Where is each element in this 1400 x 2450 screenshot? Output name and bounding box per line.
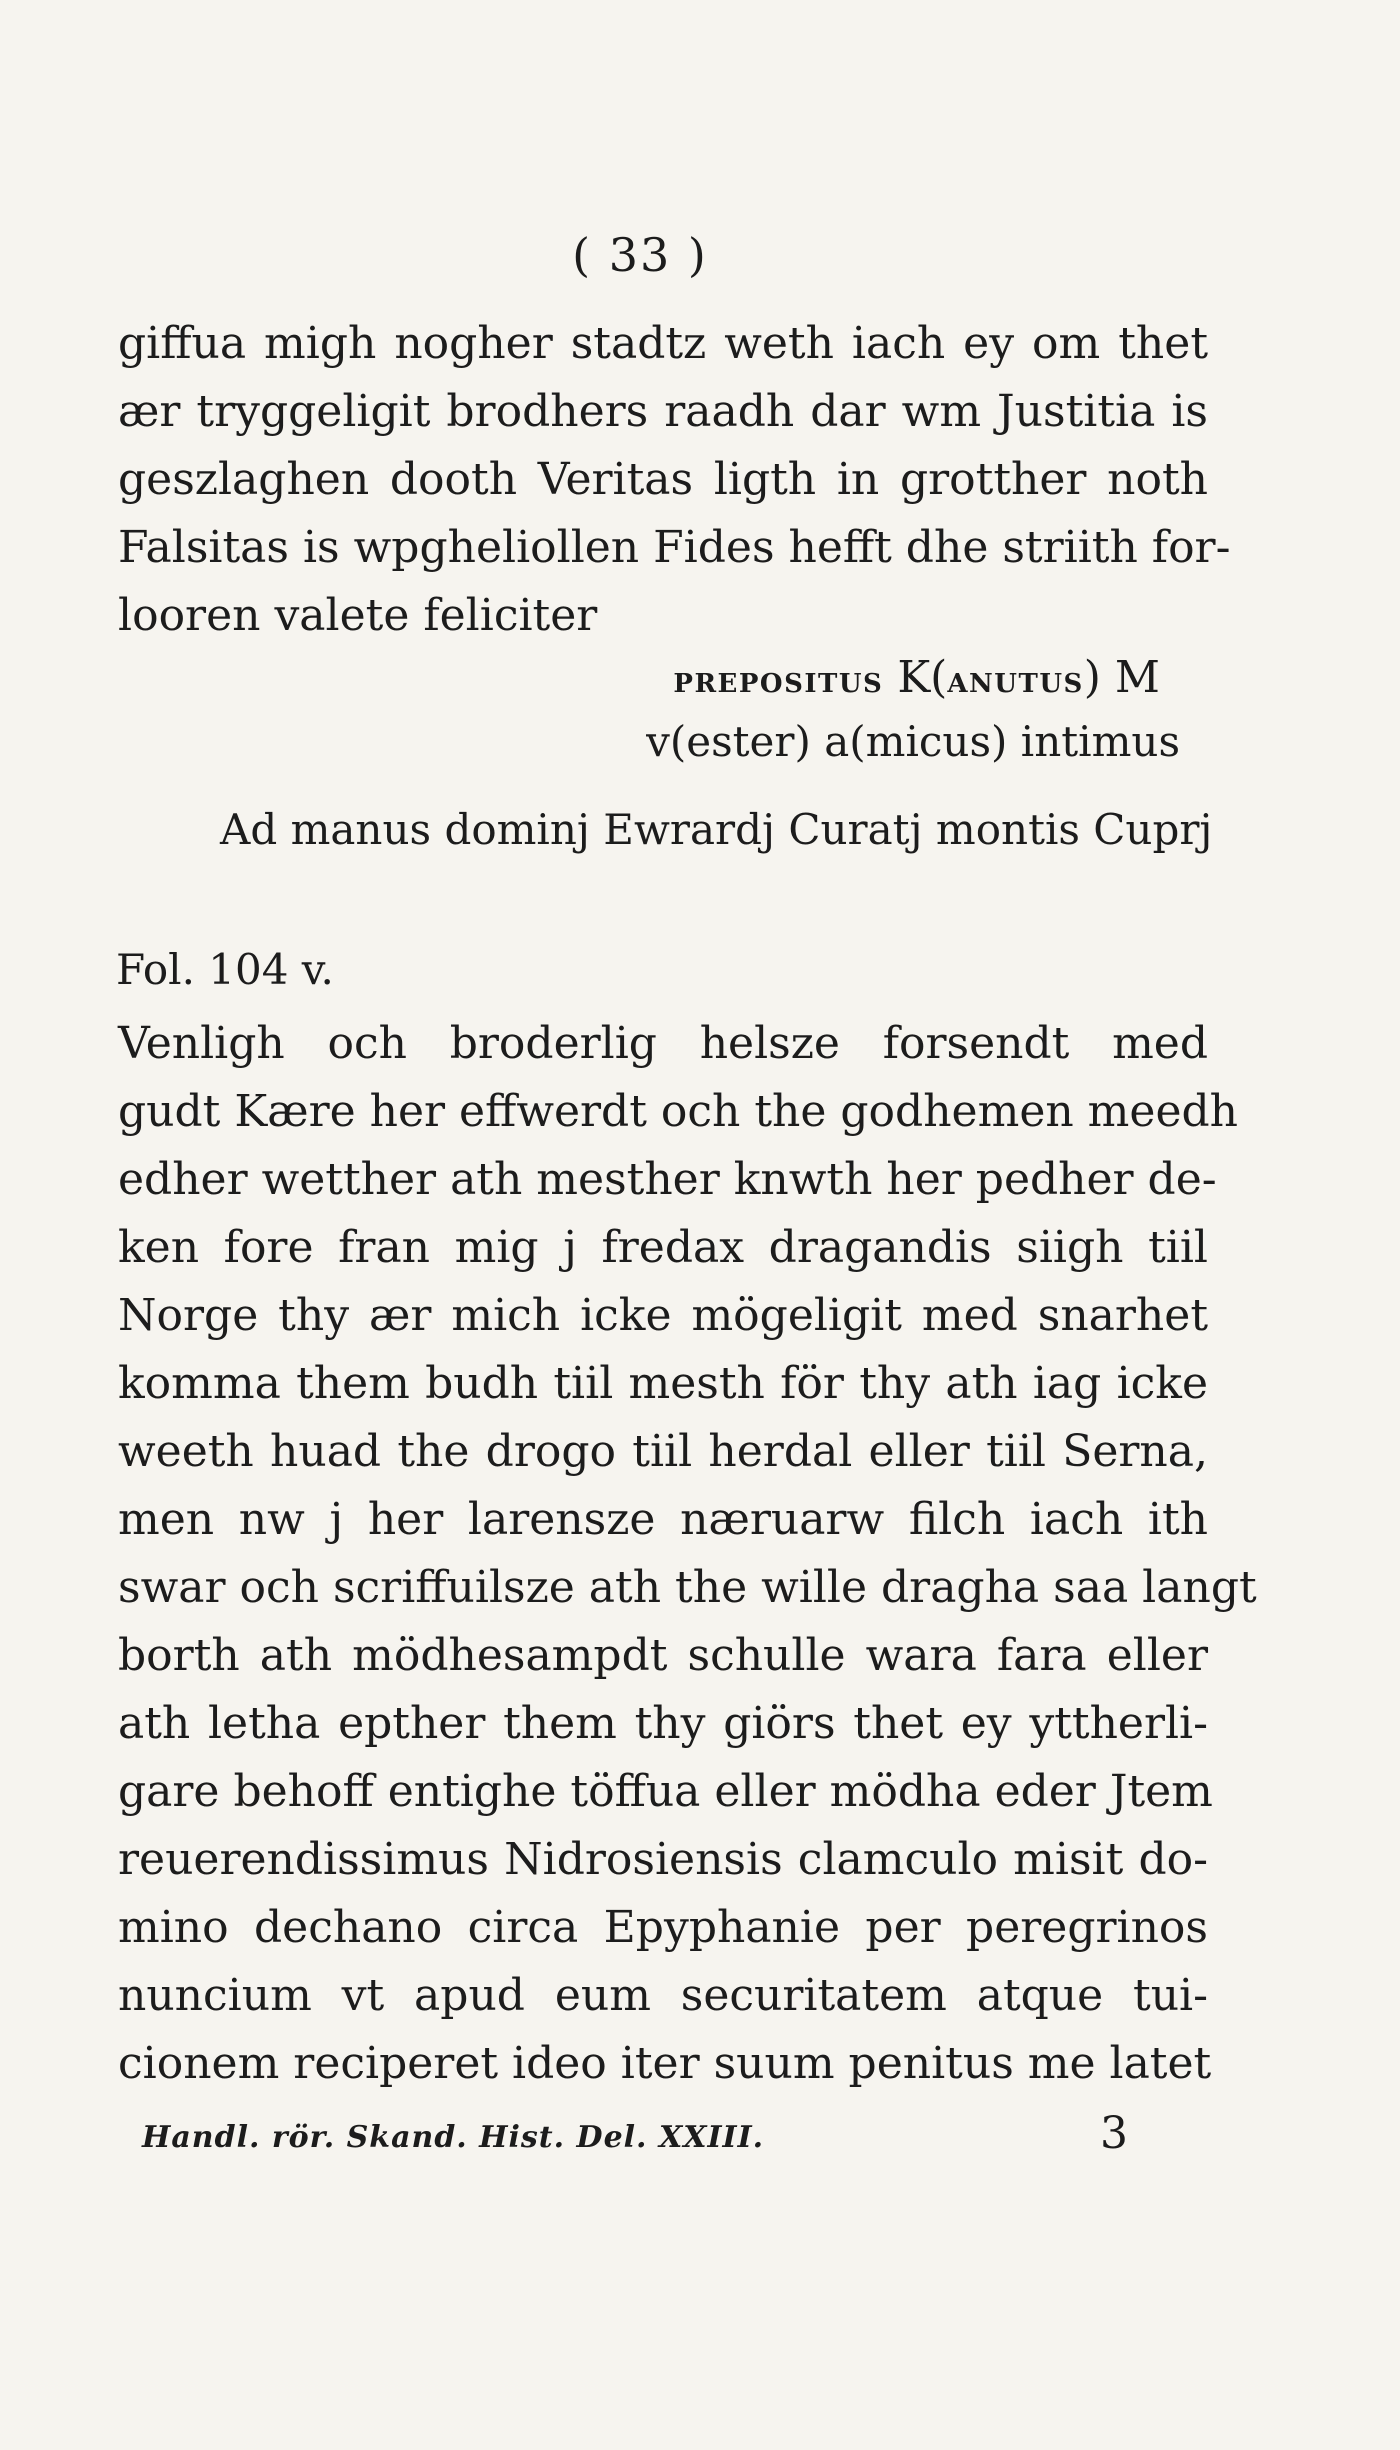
folio-reference: Fol. 104 v. — [116, 945, 334, 994]
signature-name-start: K( — [897, 652, 948, 703]
signature-line-2: v(ester) a(micus) intimus — [646, 717, 1180, 766]
text-line: reuerendissimus Nidrosiensis clamculo misit do- — [118, 1834, 1208, 1885]
footer-signature-mark: 3 — [1100, 2108, 1128, 2159]
letter-1-body — [118, 310, 1231, 650]
footer-publication: Handl. rör. Skand. Hist. Del. XXIII. — [142, 2120, 765, 2155]
text-line: cionem reciperet ideo iter suum penitus me latet — [118, 2038, 1212, 2089]
text-line: swar och scriffuilsze ath the wille dragha saa langt — [118, 1562, 1257, 1613]
signature-line-1 — [640, 648, 1160, 714]
text-line: nuncium vt apud eum securitatem atque tui- — [118, 1970, 1208, 2021]
text-line: borth ath mödhesampdt schulle wara fara eller — [118, 1630, 1208, 1681]
text-line: geszlaghen dooth Veritas ligth in grotther noth — [118, 454, 1208, 505]
page-number: ( 33 ) — [572, 228, 708, 282]
text-line: men nw j her larensze næruarw filch iach ith — [118, 1494, 1208, 1545]
signature-title: PREPOSITUS — [673, 669, 884, 699]
signature-name-end: ) M — [1083, 652, 1160, 703]
letter-address: Ad manus dominj Ewrardj Curatj montis Cuprj — [220, 805, 1213, 854]
text-line: gudt Kære her effwerdt och the godhemen meedh — [118, 1086, 1238, 1137]
text-line: Norge thy ær mich icke mögeligit med snarhet — [118, 1290, 1208, 1341]
text-line: giffua migh nogher stadtz weth iach ey om thet — [118, 318, 1208, 369]
text-line: weeth huad the drogo tiil herdal eller tiil Serna, — [118, 1426, 1208, 1477]
text-line: edher wetther ath mesther knwth her pedher de- — [118, 1154, 1217, 1205]
text-line: Falsitas is wpgheliollen Fides hefft dhe striith for- — [118, 522, 1231, 573]
text-line: looren valete feliciter — [118, 590, 598, 641]
text-line: ær tryggeligit brodhers raadh dar wm Justitia is — [118, 386, 1208, 437]
text-line: ath letha epther them thy giörs thet ey yttherli- — [118, 1698, 1208, 1749]
text-line: ken fore fran mig j fredax dragandis siigh tiil — [118, 1222, 1208, 1273]
text-line: gare behoff entighe töffua eller mödha eder Jtem — [118, 1766, 1213, 1817]
text-line: mino dechano circa Epyphanie per peregrinos — [118, 1902, 1208, 1953]
text-line: komma them budh tiil mesth för thy ath iag icke — [118, 1358, 1208, 1409]
text-line: Venligh och broderlig helsze forsendt med — [118, 1018, 1208, 1069]
letter-2-body — [118, 1010, 1257, 2098]
signature-name-smallcaps: ANUTUS — [947, 669, 1084, 699]
